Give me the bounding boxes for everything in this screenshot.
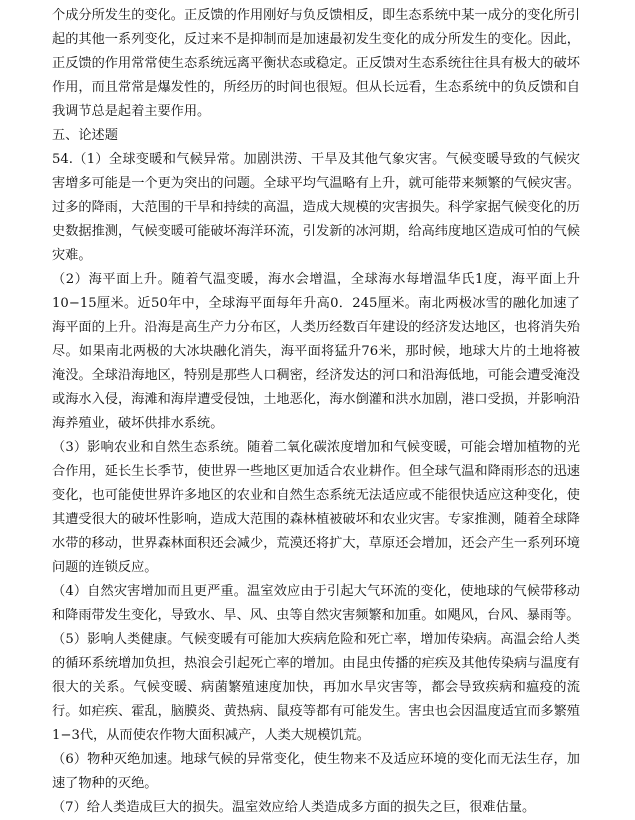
answer-paragraph-4: （4）自然灾害增加而且更严重。温室效应由于引起大气环流的变化，使地球的气候带移动和降雨带发生变化，导致水、旱、风、虫等自然灾害频繁和加重。如飓风，台风、暴雨等。: [52, 584, 580, 623]
section-heading: 五、论述题: [52, 128, 118, 143]
answer-text-1: （1）全球变暖和气候异常。加剧洪涝、干旱及其他气象灾害。气候变暖导致的气候灾害增多可能是一个更为突出的问题。全球平均气温略有上升，就可能带来频繁的气候灾害。过多的降雨，大范围的干旱和持续的高温，造成大规模的灾害损失。科学家据气候变化的历史数据推测，气候变暖可能破坏海洋环流，引发新的冰河期，给高纬度地区造成可怕的气候灾难。: [52, 152, 580, 263]
intro-paragraph: 个成分所发生的变化。正反馈的作用刚好与负反馈相反，即生态系统中某一成分的变化所引起的其他一系列变化，反过来不是抑制而是加速最初发生变化的成分所发生的变化。因此，正反馈的作用常常使生态系统远离平衡状态或稳定。正反馈对生态系统往往具有极大的破坏作用，而且常常是爆发性的，所经历的时间也很短。但从长远看，生态系统中的负反馈和自我调节总是起着主要作用。: [52, 8, 580, 119]
answer-paragraph-2: （2）海平面上升。随着气温变暖，海水会增温，全球海水每增温华氏1度，海平面上升10−15厘米。近50年中，全球海平面每年升高0．245厘米。南北两极冰雪的融化加速了海平面的上升。沿海是高生产力分布区，人类历经数百年建设的经济发达地区，也将消失殆尽。如果南北两极的大冰块融化消失，海平面将猛升76米，那时候，地球大片的土地将被淹没。全球沿海地区，特别是那些人口稠密，经济发达的河口和沿海低地，可能会遭受淹没或海水入侵，海滩和海岸遭受侵蚀，土地恶化，海水倒灌和洪水加剧，港口受损，并影响沿海养殖业，破坏供排水系统。: [52, 272, 580, 431]
answer-paragraph-7: （7）给人类造成巨大的损失。温室效应给人类造成多方面的损失之巨，很难估量。: [52, 800, 536, 815]
answer-paragraph-6: （6）物种灭绝加速。地球气候的异常变化，使生物来不及适应环境的变化而无法生存，加速了物种的灭绝。: [52, 752, 580, 791]
question-number: 54.: [52, 152, 73, 167]
document-page: [52, 4, 580, 820]
answer-paragraph-3: （3）影响农业和自然生态系统。随着二氧化碳浓度增加和气候变暖，可能会增加植物的光合作用，延长生长季节，使世界一些地区更加适合农业耕作。但全球气温和降雨形态的迅速变化，也可能使世界许多地区的农业和自然生态系统无法适应或不能很快适应这种变化，使其遭受很大的破坏性影响，造成大范围的森林植被破坏和农业灾害。专家推测，随着全球降水带的移动，世界森林面积还会减少，荒漠还将扩大，草原还会增加，还会产生一系列环境问题的连锁反应。: [52, 440, 580, 575]
answer-paragraph-1: [52, 148, 580, 268]
answer-paragraph-5: （5）影响人类健康。气候变暖有可能加大疾病危险和死亡率，增加传染病。高温会给人类的循环系统增加负担，热浪会引起死亡率的增加。由昆虫传播的疟疾及其他传染病与温度有很大的关系。气候变暖、病菌繁殖速度加快，再加水旱灾害等，都会导致疾病和瘟疫的流行。如疟疾、霍乱，脑膜炎、黄热病、鼠疫等都有可能发生。害虫也会因温度适宜而多繁殖1−3代，从而使农作物大面积减产，人类大规模饥荒。: [52, 632, 580, 743]
